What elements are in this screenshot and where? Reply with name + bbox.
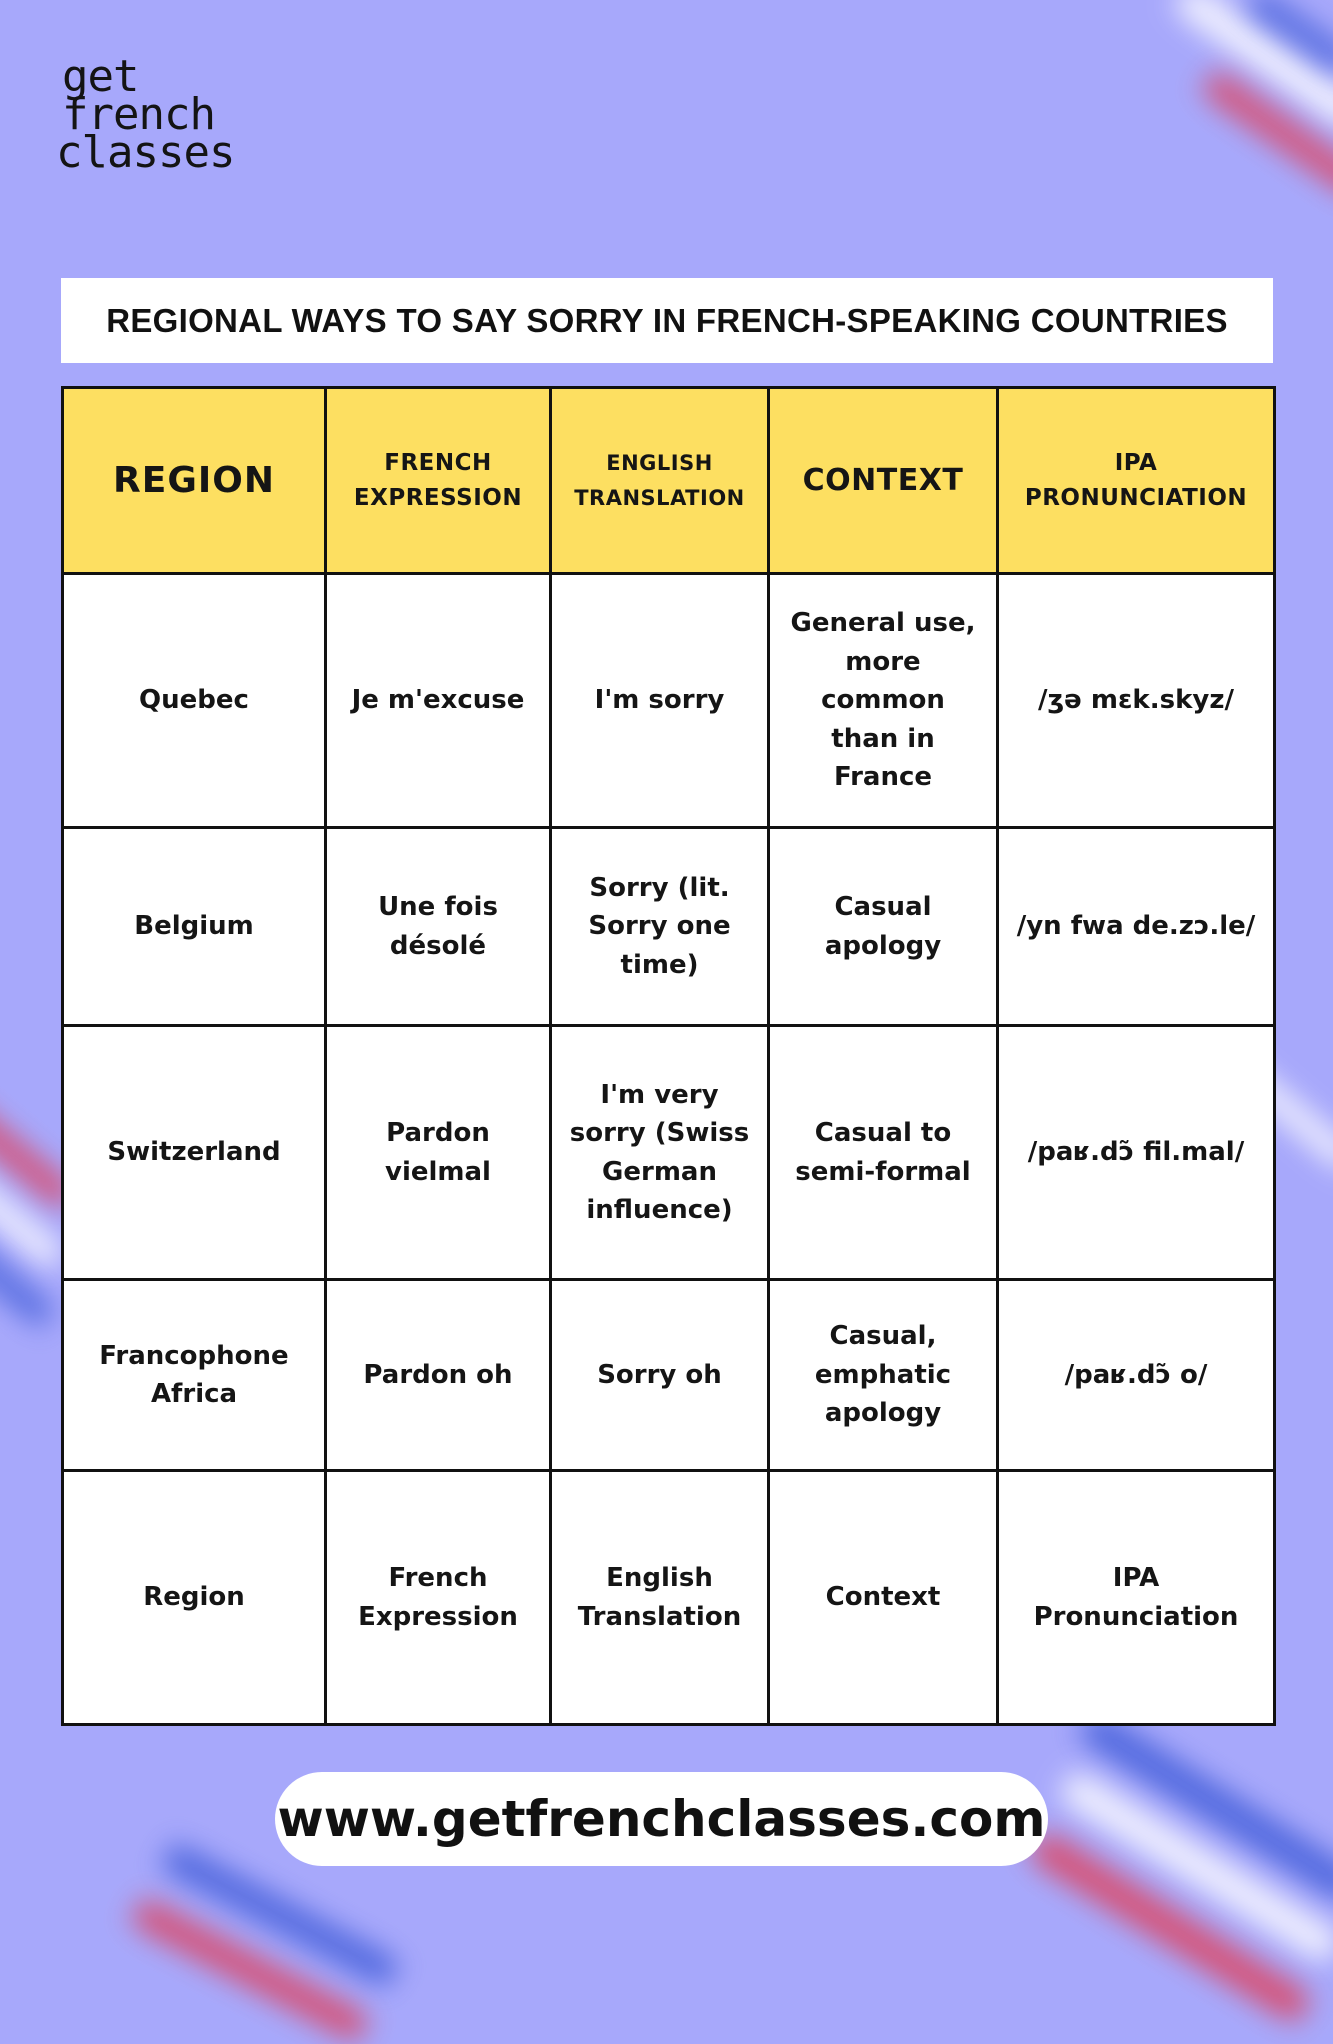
cell-english-translation: I'm very sorry (Swiss German influence): [551, 1026, 769, 1280]
table-row: [63, 574, 1275, 828]
cell-french-expression: Pardon vielmal: [326, 1026, 551, 1280]
cell-region: Switzerland: [63, 1026, 326, 1280]
cell-ipa: IPA Pronunciation: [998, 1471, 1275, 1725]
cell-ipa: /ʒə mɛk.skyz/: [998, 574, 1275, 828]
cell-english-translation: English Translation: [551, 1471, 769, 1725]
table-header-row: [63, 388, 1275, 574]
page-title: REGIONAL WAYS TO SAY SORRY IN FRENCH-SPEAKING COUNTRIES: [106, 301, 1228, 339]
website-pill[interactable]: [275, 1772, 1048, 1866]
header-french-expression: FRENCH EXPRESSION: [326, 388, 551, 574]
cell-context: Casual, emphatic apology: [769, 1280, 998, 1471]
cell-french-expression: Pardon oh: [326, 1280, 551, 1471]
sorry-expressions-table: [61, 386, 1276, 1726]
table-row: [63, 1026, 1275, 1280]
cell-region: Region: [63, 1471, 326, 1725]
header-ipa-pronunciation: IPA PRONUNCIATION: [998, 388, 1275, 574]
cell-ipa: /yn fwa de.zɔ.le/: [998, 828, 1275, 1026]
website-url[interactable]: www.getfrenchclasses.com: [277, 1790, 1046, 1848]
table-row: [63, 1471, 1275, 1725]
cell-context: Casual apology: [769, 828, 998, 1026]
table-row: [63, 828, 1275, 1026]
cell-french-expression: Une fois désolé: [326, 828, 551, 1026]
header-context: CONTEXT: [769, 388, 998, 574]
cell-ipa: /paʁ.dɔ̃ fil.mal/: [998, 1026, 1275, 1280]
cell-context: Casual to semi-formal: [769, 1026, 998, 1280]
logo-line-classes: classes: [56, 127, 235, 178]
cell-english-translation: Sorry oh: [551, 1280, 769, 1471]
logo-line-get: get: [62, 51, 139, 102]
brand-logo: [56, 51, 235, 178]
cell-context: Context: [769, 1471, 998, 1725]
table-row: [63, 1280, 1275, 1471]
cell-region: Quebec: [63, 574, 326, 828]
cell-ipa: /paʁ.dɔ̃ o/: [998, 1280, 1275, 1471]
cell-english-translation: I'm sorry: [551, 574, 769, 828]
header-region: REGION: [63, 388, 326, 574]
flag-streak-decoration: [128, 1896, 372, 2044]
cell-french-expression: French Expression: [326, 1471, 551, 1725]
cell-french-expression: Je m'excuse: [326, 574, 551, 828]
cell-region: Francophone Africa: [63, 1280, 326, 1471]
logo-line-french: french: [62, 89, 215, 140]
cell-region: Belgium: [63, 828, 326, 1026]
header-english-translation: ENGLISH TRANSLATION: [551, 388, 769, 574]
cell-english-translation: Sorry (lit. Sorry one time): [551, 828, 769, 1026]
cell-context: General use, more common than in France: [769, 574, 998, 828]
title-banner: [61, 278, 1273, 363]
